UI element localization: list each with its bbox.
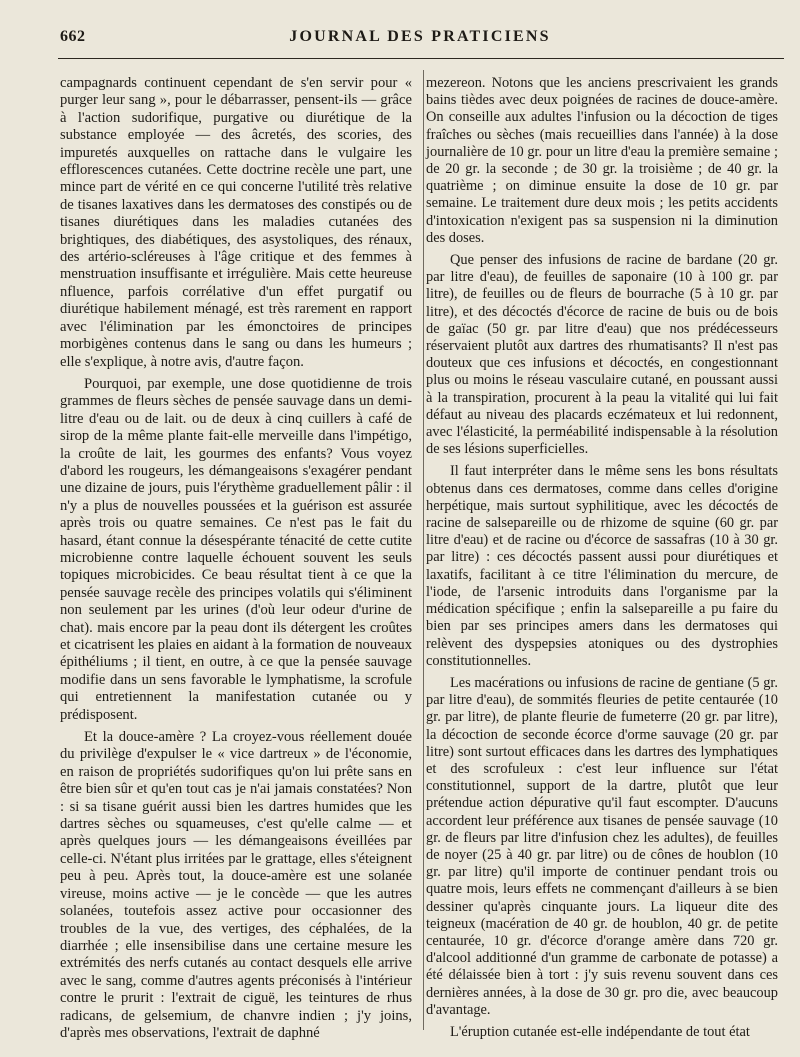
paragraph: L'éruption cutanée est-elle indépendante de tout état [450,1023,750,1040]
page-number: 662 [60,28,86,45]
paragraph: Il faut interpréter dans le même sens les bons résultats obtenus dans ces dermatoses, comme dans celles d'origine herpétique, mais surtout syphilitique, avec les décoctés de racine de salsepareille ou de rhizome de squine (60 gr. par litre d'eau) et de racine ou d'écorce de sassafras (10 à 30 gr. par litre) : ces décoctés passent aussi pour diurétiques et laxatifs, facilitant à ce titre l'élimination du mercure, de l'iode, de l'arsenic introduits dans l'organisme par la médication spécifique ; enfin la salsepareille a pu faire du bien par ses principes amers dans les dermatoses qui relèvent des dyspepsies atoniques ou des dystrophies constitutionnelles. [426,463,778,669]
column-divider [423,70,424,1030]
journal-title: JOURNAL DES PRATICIENS [289,28,551,45]
right-column [426,75,778,1041]
paragraph: campagnards continuent cependant de s'en servir pour « purger leur sang », pour le débarrasser, pensent-ils — grâce à l'action sudorifique, purgative ou diurétique de la substance employée — des âcretés, des scories, des impuretés auxquelles on rattache dans le vulgaire les efflorescences cutanées. Cette doctrine recèle une part, une mince part de vérité en ce qui concerne l'utilité très relative de tisanes laxatives dans les dermatoses des constipés ou de tisanes diurétiques dans les maladies cutanées des brightiques, des diabétiques, des asystoliques, des rénaux, des artério-scléreuses à l'âge critique et des femmes à menstruation insuffisante et irrégulière. Mais cette heureuse nfluence, parfois corrélative d'un effet purgatif ou diurétique habilement ménagé, est très rarement en rapport avec l'élimination par les émonctoires de principes morbigènes contenus dans le sang ou dans les humeurs ; elle s'explique, à notre avis, d'autre façon. [60,75,412,370]
paragraph: Que penser des infusions de racine de bardane (20 gr. par litre d'eau), de feuilles de saponaire (10 à 100 gr. par litre), de feuilles ou de fleurs de bourrache (5 à 10 gr. par litre), et des décoctés d'écorce de racine de buis ou de bois de gaïac (50 gr. par litre d'eau) que nos prédécesseurs réservaient plutôt aux dartres des rhumatisants? Il n'est pas douteux que ces infusions et décoctés, en congestionnant plus ou moins le réseau vasculaire cutané, en poussant aussi à la transpiration, procurent à la peau la vitalité qui lui fait défaut au niveau des placards eczémateux et lui redonnent, avec l'élasticité, la perméabilité indispensable à la résolution de ses lésions superficielles. [426,252,778,458]
paragraph: Les macérations ou infusions de racine de gentiane (5 gr. par litre d'eau), de sommités fleuries de petite centaurée (10 gr. par litre), de plante fleurie de fumeterre (20 gr. par litre), la décoction de seconde écorce d'orme sauvage (20 gr. par litre) sont surtout efficaces dans les dartres des lymphatiques et des scrofuleux : c'est leur influence sur l'état constitutionnel, support de la dartre, plutôt que leur prétendue action dépurative qu'il faut escompter. D'aucuns accordent leur préférence aux tisanes de pensée sauvage (10 gr. de fleurs par litre d'infusion chez les adultes), de feuilles de noyer (25 à 40 gr. par litre) ou de cônes de houblon (10 gr. par litre) qu'il importe de continuer pendant trois ou quatre mois, leurs effets ne commençant d'ailleurs à se bien dessiner qu'après cinquante jours. La liqueur dite des teigneux (macération de 40 gr. de houblon, 40 gr. de petite centaurée, 10 gr. d'écorce d'orange amère dans 720 gr. d'alcool additionné d'un gramme de carbonate de potasse) a été délaissée bien à tort : j'y suis revenu souvent dans ces dernières années, à la dose de 30 gr. pro die, avec beaucoup d'avantage. [426,674,778,1018]
paragraph: Pourquoi, par exemple, une dose quotidienne de trois grammes de fleurs sèches de pensée sauvage dans un demi-litre d'eau ou de lait. ou de deux à cinq cuillers à café de sirop de la même plante fait-elle merveille dans l'impétigo, la croûte de lait, les gourmes des enfants? Vous voyez d'abord les rougeurs, les démangeaisons s'exagérer pendant une dizaine de jours, puis l'érythème graduellement pâlir : il n'y a plus de nouvelles poussées et la guérison est assurée après trois ou quatre semaines. Ce n'est pas le fait du hasard, étant connue la désespérante ténacité de cette cutite microbienne contre laquelle échouent souvent les seuls topiques microbicides. Ce beau résultat tient à ce que la pensée sauvage recèle des principes volatils qui s'éliminent non seulement par les urines (d'où leur odeur d'urine de chat). mais encore par la peau dont ils détergent les croûtes et cicatrisent les plaies en aidant à la formation de nouveaux épithéliums ; il tient, en outre, à ce que la pensée sauvage modifie dans un sens favorable le lymphatisme, la scrofule qui entretiennent la manifestation cutanée ou y prédisposent. [60,375,412,723]
paragraph: Et la douce-amère ? La croyez-vous réellement douée du privilège d'expulser le « vice dartreux » de l'économie, en raison de propriétés sudorifiques qu'on lui prête sans en être bien sûr et qu'en tout cas je n'ai jamais constatées? Non : si sa tisane guérit aussi bien les dartres humides que les dartres sèches ou squameuses, c'est qu'elle calme — et après quelques jours — les démangeaisons éveillées par celle-ci. N'étant plus irritées par le grattage, elles s'éteignent peu à peu. Après tout, la douce-amère est une solanée vireuse, moins active — je le concède — que les autres solanées, toutefois assez active pour occasionner des troubles de la vue, des vertiges, des céphalées, de la diarrhée ; elle insensibilise dans une certaine mesure les extrémités des nerfs cutanés au contact desquels elle arrive avec le sang, comme d'autres agents préconisés à l'intérieur contre le prurit : l'extrait de ciguë, les teintures de rhus radicans, de gelsemium, de chanvre indien ; j'y joins, d'après mes observations, l'extrait de daphné [60,729,412,1041]
left-column [60,75,412,1042]
running-header [60,28,780,50]
header-rule [58,58,784,59]
paragraph: mezereon. Notons que les anciens prescrivaient les grands bains tièdes avec deux poignées de racines de douce-amère. On conseille aux adultes l'infusion ou la décoction de tiges fraîches ou sèches (mais recueillies dans l'année) à la dose journalière de 10 gr. pour un litre d'eau la première semaine ; de 20 gr. la seconde ; de 30 gr. la troisième ; de 40 gr. la quatrième ; on diminue ensuite la dose de 10 gr. par semaine. Le traitement dure deux mois ; les petits accidents d'intoxication n'exigent pas sa suspension ni la diminution des doses. [426,75,778,246]
